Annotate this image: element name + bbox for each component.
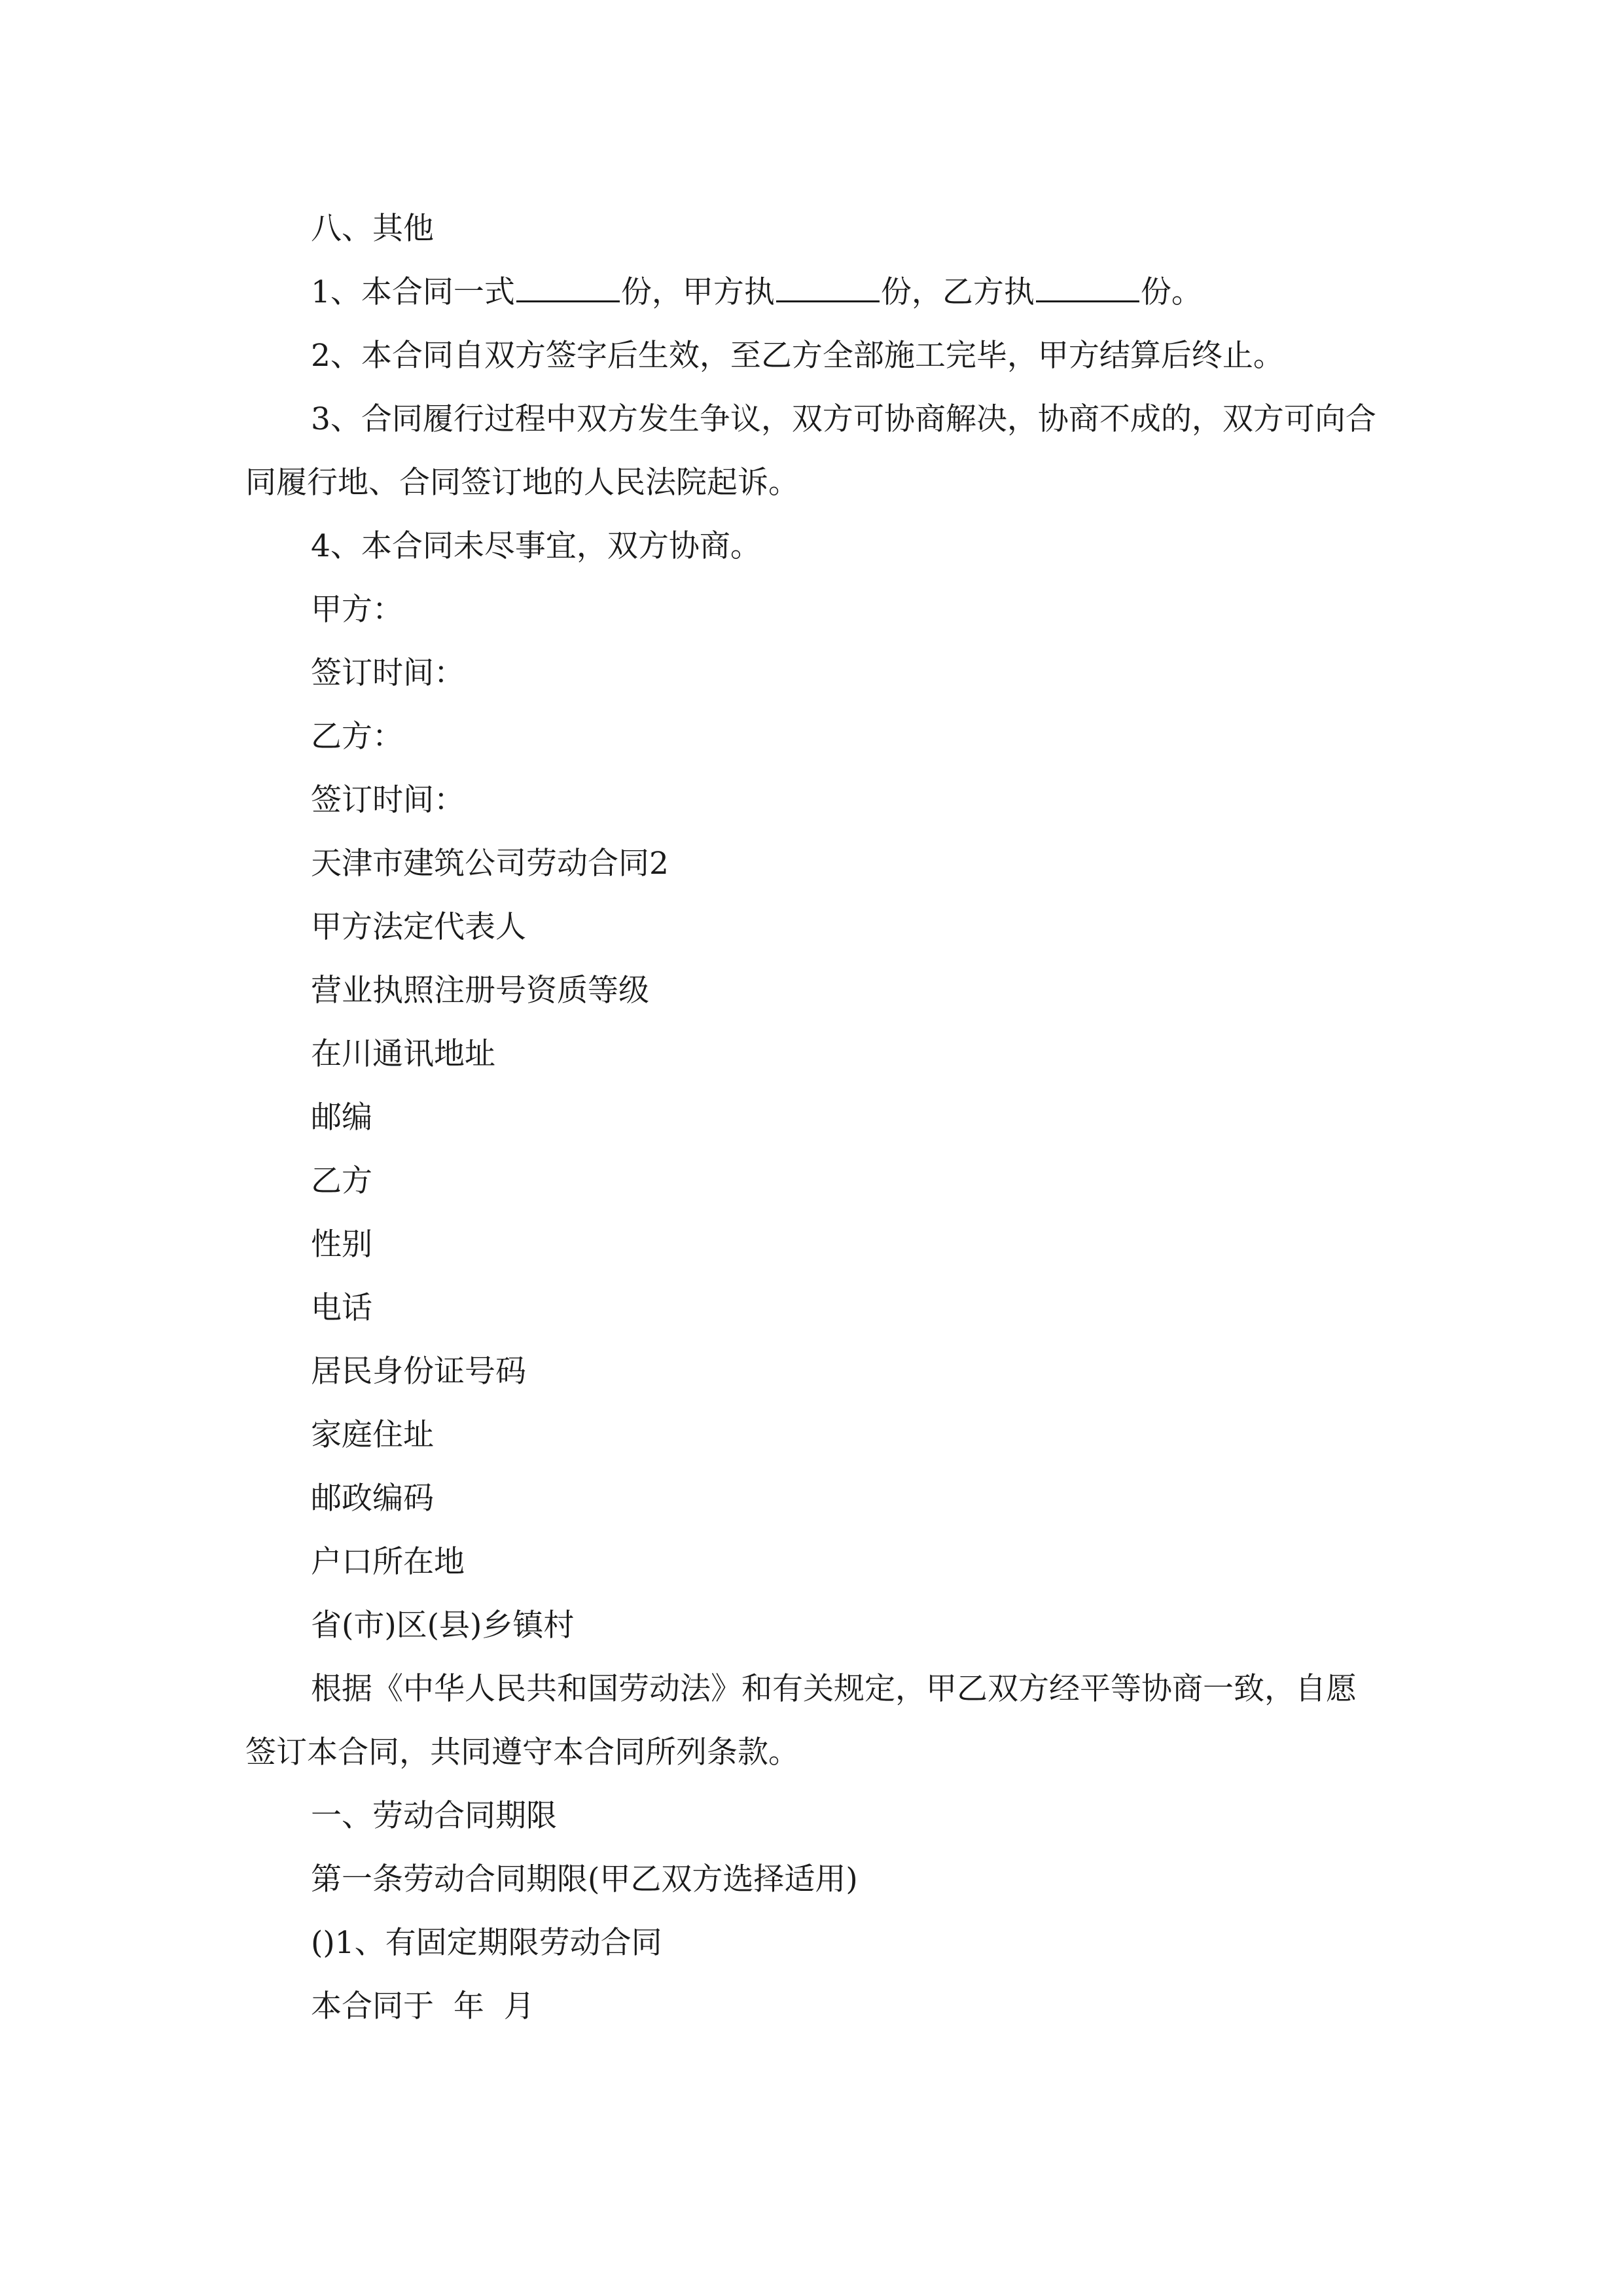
copies-party-a-blank[interactable] — [776, 274, 880, 302]
field-line: 邮编 — [311, 1100, 372, 1136]
clause-1-suffix: 份。 — [1140, 274, 1202, 310]
copies-total-blank[interactable] — [516, 274, 620, 302]
clause-1-mid1: 份，甲方执 — [620, 274, 775, 310]
term-line: 本合同于 年 月 — [311, 1988, 535, 2024]
copies-party-b-blank[interactable] — [1036, 274, 1139, 302]
party-b-label: 乙方： — [311, 719, 403, 755]
section-other-title: 八、其他 — [311, 211, 434, 247]
clause-1 — [311, 260, 1202, 324]
clause-4: 4、本合同未尽事宜，双方协商。 — [311, 528, 761, 564]
field-line: 营业执照注册号资质等级 — [311, 973, 649, 1009]
party-a-label: 甲方： — [311, 592, 403, 628]
field-line: 户口所在地 — [311, 1544, 465, 1580]
option-1: ()1、有固定期限劳动合同 — [311, 1925, 662, 1961]
preamble: 根据《中华人民共和国劳动法》和有关规定，甲乙双方经平等协商一致，自愿签订本合同，共同遵守本合同所列条款。 — [245, 1671, 1357, 1770]
field-line: 家庭住址 — [311, 1417, 434, 1453]
field-line: 甲方法定代表人 — [311, 909, 526, 945]
section-1-title: 一、劳动合同期限 — [311, 1798, 557, 1834]
field-line: 省(市)区(县)乡镇村 — [311, 1607, 575, 1643]
sign-time-b-label: 签订时间： — [311, 782, 465, 818]
clause-3: 3、合同履行过程中双方发生争议，双方可协商解决，协商不成的，双方可向合同履行地、合同签订地的人民法院起诉。 — [245, 401, 1376, 501]
field-line: 邮政编码 — [311, 1480, 434, 1516]
field-line: 乙方 — [311, 1163, 372, 1199]
clause-2: 2、本合同自双方签字后生效，至乙方全部施工完毕，甲方结算后终止。 — [311, 338, 1284, 374]
field-line: 电话 — [311, 1290, 372, 1326]
field-line: 在川通讯地址 — [311, 1036, 495, 1072]
field-line: 性别 — [311, 1227, 372, 1263]
article-1: 第一条劳动合同期限(甲乙双方选择适用) — [311, 1861, 858, 1897]
field-line: 居民身份证号码 — [311, 1354, 526, 1390]
sign-time-a-label: 签订时间： — [311, 655, 465, 691]
clause-1-mid2: 份，乙方执 — [880, 274, 1035, 310]
clause-1-prefix: 1、本合同一式 — [311, 274, 515, 310]
contract2-title: 天津市建筑公司劳动合同2 — [311, 846, 669, 882]
